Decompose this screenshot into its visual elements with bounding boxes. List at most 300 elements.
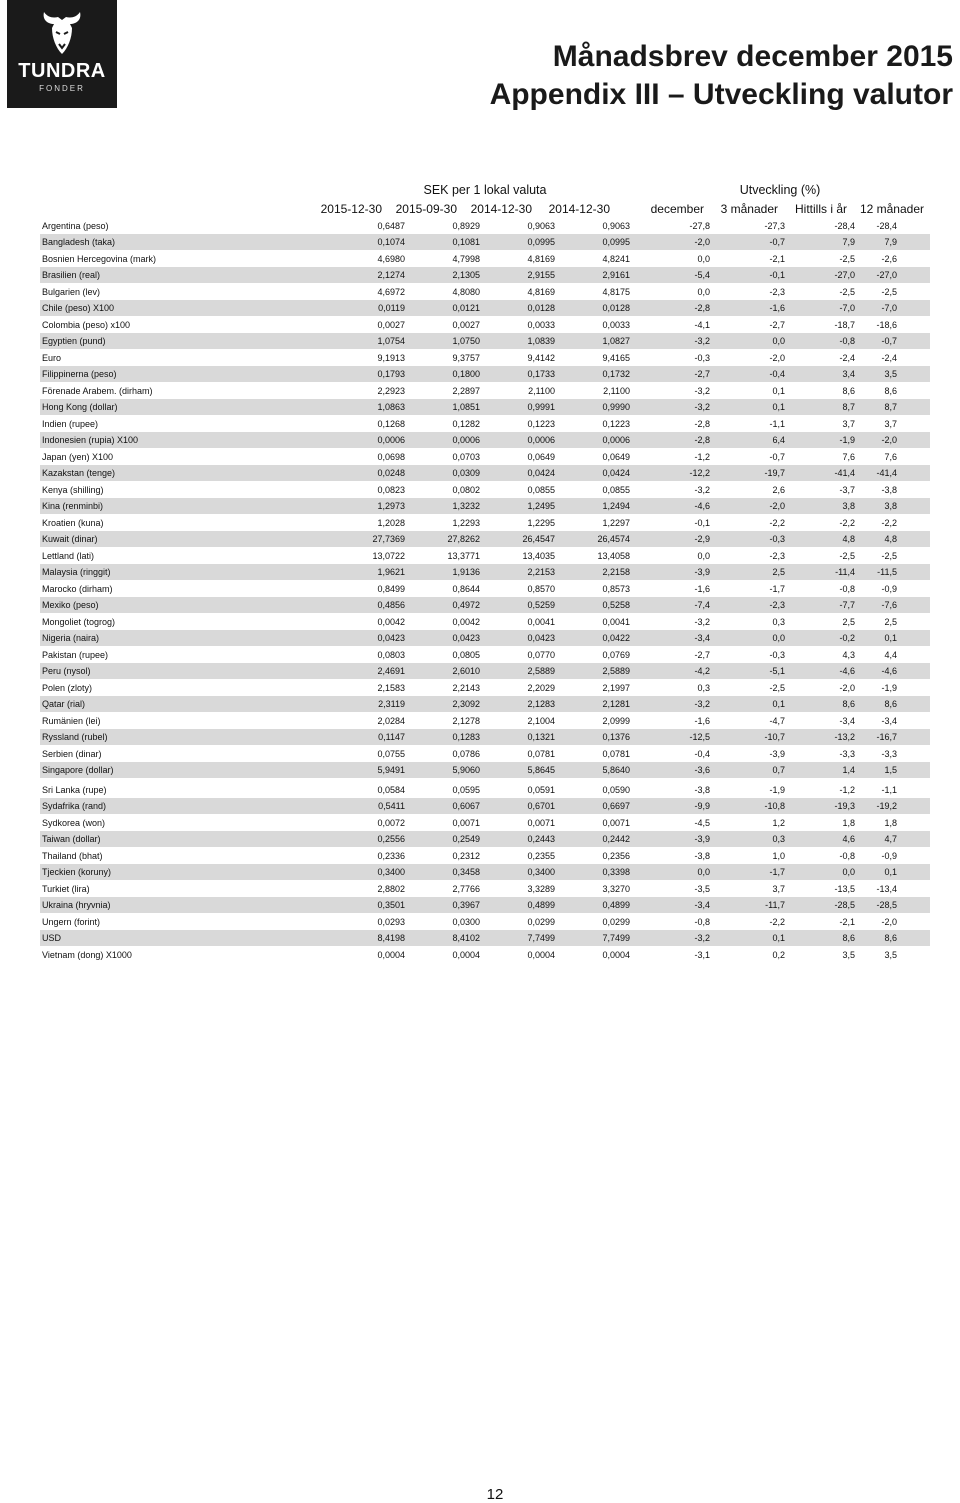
table-cell: -7,0 bbox=[881, 303, 897, 313]
table-cell: -2,3 bbox=[769, 600, 785, 610]
table-cell: -3,4 bbox=[881, 716, 897, 726]
table-cell: 7,6 bbox=[884, 452, 897, 462]
table-cell: -28,4 bbox=[834, 221, 855, 231]
table-cell: 8,6 bbox=[884, 699, 897, 709]
table-cell: 2,2143 bbox=[452, 683, 480, 693]
table-cell: 0,3501 bbox=[377, 900, 405, 910]
currency-name: Malaysia (ringgit) bbox=[42, 567, 111, 577]
table-cell: 4,8169 bbox=[527, 254, 555, 264]
table-cell: 4,7 bbox=[884, 834, 897, 844]
table-cell: 0,0823 bbox=[377, 485, 405, 495]
table-cell: -9,9 bbox=[694, 801, 710, 811]
table-cell: -1,6 bbox=[694, 584, 710, 594]
table-cell: 26,4574 bbox=[597, 534, 630, 544]
table-cell: 7,9 bbox=[842, 237, 855, 247]
table-cell: 2,5889 bbox=[527, 666, 555, 676]
table-cell: -0,7 bbox=[769, 452, 785, 462]
currency-name: Argentina (peso) bbox=[42, 221, 109, 231]
table-cell: -5,4 bbox=[694, 270, 710, 280]
table-cell: -2,0 bbox=[769, 353, 785, 363]
table-cell: 1,0863 bbox=[377, 402, 405, 412]
table-row bbox=[40, 465, 930, 481]
currency-name: Serbien (dinar) bbox=[42, 749, 102, 759]
table-cell: 2,5 bbox=[842, 617, 855, 627]
table-row bbox=[40, 647, 930, 663]
currency-name: Qatar (rial) bbox=[42, 699, 86, 709]
table-cell: -2,8 bbox=[694, 303, 710, 313]
table-cell: 27,8262 bbox=[447, 534, 480, 544]
table-cell: 3,4 bbox=[842, 369, 855, 379]
table-cell: -4,6 bbox=[881, 666, 897, 676]
table-cell: 1,2297 bbox=[602, 518, 630, 528]
table-cell: 1,5 bbox=[884, 765, 897, 775]
column-header: december bbox=[650, 202, 704, 216]
table-cell: 0,0 bbox=[697, 867, 710, 877]
table-cell: -12,5 bbox=[689, 732, 710, 742]
table-cell: 1,4 bbox=[842, 765, 855, 775]
table-row bbox=[40, 482, 930, 498]
table-row bbox=[40, 416, 930, 432]
table-row bbox=[40, 729, 930, 745]
table-cell: -2,2 bbox=[769, 917, 785, 927]
table-cell: 1,0851 bbox=[452, 402, 480, 412]
table-cell: -0,8 bbox=[839, 336, 855, 346]
currency-name: Mexiko (peso) bbox=[42, 600, 99, 610]
table-cell: 0,1 bbox=[772, 933, 785, 943]
table-cell: -3,2 bbox=[694, 402, 710, 412]
table-cell: 1,2295 bbox=[527, 518, 555, 528]
table-cell: -3,2 bbox=[694, 336, 710, 346]
table-cell: -5,1 bbox=[769, 666, 785, 676]
table-row bbox=[40, 548, 930, 564]
table-row bbox=[40, 746, 930, 762]
table-cell: 0,1732 bbox=[602, 369, 630, 379]
table-cell: 0,0004 bbox=[527, 950, 555, 960]
table-cell: 0,0770 bbox=[527, 650, 555, 660]
table-cell: 0,0033 bbox=[527, 320, 555, 330]
table-cell: 7,6 bbox=[842, 452, 855, 462]
table-cell: 1,2494 bbox=[602, 501, 630, 511]
table-cell: 0,3400 bbox=[377, 867, 405, 877]
currency-name: Colombia (peso) x100 bbox=[42, 320, 131, 330]
table-cell: 0,2312 bbox=[452, 851, 480, 861]
table-cell: 0,0004 bbox=[602, 950, 630, 960]
table-cell: 0,3398 bbox=[602, 867, 630, 877]
table-cell: 0,1321 bbox=[527, 732, 555, 742]
table-row bbox=[40, 848, 930, 864]
table-row bbox=[40, 234, 930, 250]
table-cell: -13,2 bbox=[834, 732, 855, 742]
currency-name: Thailand (bhat) bbox=[42, 851, 103, 861]
table-cell: 2,9155 bbox=[527, 270, 555, 280]
table-cell: -2,5 bbox=[769, 683, 785, 693]
table-cell: 0,6067 bbox=[452, 801, 480, 811]
table-cell: 0,0071 bbox=[527, 818, 555, 828]
currency-name: Sydkorea (won) bbox=[42, 818, 106, 828]
table-cell: 2,0284 bbox=[377, 716, 405, 726]
table-cell: -0,3 bbox=[769, 650, 785, 660]
logo-subtitle: FONDER bbox=[39, 84, 85, 93]
table-cell: 0,0649 bbox=[527, 452, 555, 462]
table-cell: 0,6697 bbox=[602, 801, 630, 811]
table-row bbox=[40, 614, 930, 630]
table-cell: -3,2 bbox=[694, 933, 710, 943]
table-cell: 0,0128 bbox=[602, 303, 630, 313]
table-cell: 0,3458 bbox=[452, 867, 480, 877]
currency-name: Tjeckien (koruny) bbox=[42, 867, 112, 877]
currency-name: Indonesien (rupia) X100 bbox=[42, 435, 139, 445]
table-cell: -7,7 bbox=[839, 600, 855, 610]
table-cell: -19,7 bbox=[764, 468, 785, 478]
table-cell: 2,2029 bbox=[527, 683, 555, 693]
table-cell: -4,7 bbox=[769, 716, 785, 726]
table-cell: 0,0299 bbox=[602, 917, 630, 927]
table-cell: 2,6010 bbox=[452, 666, 480, 676]
table-cell: -0,1 bbox=[694, 518, 710, 528]
table-cell: -3,9 bbox=[694, 567, 710, 577]
table-cell: 4,4 bbox=[884, 650, 897, 660]
table-cell: -10,8 bbox=[764, 801, 785, 811]
table-cell: 0,4899 bbox=[527, 900, 555, 910]
table-cell: 0,0422 bbox=[602, 633, 630, 643]
table-cell: -7,4 bbox=[694, 600, 710, 610]
currency-name: Sri Lanka (rupe) bbox=[42, 785, 107, 795]
currency-name: Marocko (dirham) bbox=[42, 584, 113, 594]
currency-name: Nigeria (naira) bbox=[42, 633, 100, 643]
table-cell: -3,4 bbox=[694, 900, 710, 910]
table-row bbox=[40, 680, 930, 696]
table-cell: -2,6 bbox=[881, 254, 897, 264]
table-cell: 0,2443 bbox=[527, 834, 555, 844]
table-cell: 0,0698 bbox=[377, 452, 405, 462]
table-cell: -4,6 bbox=[839, 666, 855, 676]
table-cell: -3,2 bbox=[694, 386, 710, 396]
currency-name: Filippinerna (peso) bbox=[42, 369, 117, 379]
table-cell: 8,6 bbox=[842, 699, 855, 709]
currency-name: Indien (rupee) bbox=[42, 419, 99, 429]
table-cell: 0,0781 bbox=[527, 749, 555, 759]
table-row bbox=[40, 218, 930, 234]
table-cell: 0,6487 bbox=[377, 221, 405, 231]
table-cell: 1,0839 bbox=[527, 336, 555, 346]
table-cell: 9,4165 bbox=[602, 353, 630, 363]
table-cell: 0,0584 bbox=[377, 785, 405, 795]
table-row bbox=[40, 782, 930, 798]
table-row bbox=[40, 597, 930, 613]
currency-name: Kina (renminbi) bbox=[42, 501, 104, 511]
table-row bbox=[40, 798, 930, 814]
table-cell: -0,9 bbox=[881, 851, 897, 861]
column-header: 2014-12-30 bbox=[548, 202, 610, 216]
table-cell: 1,2 bbox=[772, 818, 785, 828]
group-header-development: Utveckling (%) bbox=[739, 183, 821, 197]
table-cell: -2,5 bbox=[881, 551, 897, 561]
table-cell: 0,0309 bbox=[452, 468, 480, 478]
table-cell: 0,3967 bbox=[452, 900, 480, 910]
table-cell: 1,8 bbox=[842, 818, 855, 828]
table-cell: 0,2355 bbox=[527, 851, 555, 861]
table-cell: -12,2 bbox=[689, 468, 710, 478]
table-row bbox=[40, 284, 930, 300]
table-cell: -1,9 bbox=[839, 435, 855, 445]
table-cell: 0,0071 bbox=[452, 818, 480, 828]
table-cell: 2,3092 bbox=[452, 699, 480, 709]
table-cell: 9,4142 bbox=[527, 353, 555, 363]
currency-name: Vietnam (dong) X1000 bbox=[42, 950, 132, 960]
table-cell: -11,4 bbox=[835, 567, 855, 577]
table-cell: 0,0006 bbox=[602, 435, 630, 445]
table-cell: 1,0827 bbox=[602, 336, 630, 346]
table-cell: 0,1 bbox=[772, 699, 785, 709]
table-cell: 0,1268 bbox=[377, 419, 405, 429]
table-cell: 8,6 bbox=[842, 933, 855, 943]
table-cell: -0,4 bbox=[769, 369, 785, 379]
table-row bbox=[40, 914, 930, 930]
table-cell: -28,5 bbox=[834, 900, 855, 910]
table-cell: 13,3771 bbox=[447, 551, 480, 561]
group-header-sek: SEK per 1 lokal valuta bbox=[423, 183, 547, 197]
table-cell: 0,0299 bbox=[527, 917, 555, 927]
table-cell: 8,6 bbox=[884, 933, 897, 943]
table-cell: 0,0042 bbox=[452, 617, 480, 627]
table-cell: 3,8 bbox=[842, 501, 855, 511]
table-cell: -7,6 bbox=[881, 600, 897, 610]
table-cell: 0,0995 bbox=[527, 237, 555, 247]
table-cell: -2,2 bbox=[769, 518, 785, 528]
table-cell: -0,8 bbox=[694, 917, 710, 927]
currency-name: Egyptien (pund) bbox=[42, 336, 106, 346]
table-cell: 0,1147 bbox=[378, 732, 405, 742]
table-cell: 1,9621 bbox=[377, 567, 405, 577]
table-cell: 0,1733 bbox=[527, 369, 555, 379]
table-row bbox=[40, 251, 930, 267]
table-cell: -2,0 bbox=[839, 683, 855, 693]
table-cell: -2,7 bbox=[769, 320, 785, 330]
table-cell: 7,7499 bbox=[527, 933, 555, 943]
table-cell: -27,0 bbox=[876, 270, 897, 280]
column-header: 2014-12-30 bbox=[470, 202, 532, 216]
table-cell: 0,1283 bbox=[452, 732, 480, 742]
table-cell: 2,0999 bbox=[602, 716, 630, 726]
table-cell: 2,5 bbox=[772, 567, 785, 577]
table-cell: 0,7 bbox=[772, 765, 785, 775]
column-header: Hittills i år bbox=[794, 202, 847, 216]
currency-name: Brasilien (real) bbox=[42, 270, 101, 280]
table-cell: -0,7 bbox=[881, 336, 897, 346]
table-cell: 2,2153 bbox=[527, 567, 555, 577]
table-cell: 0,0121 bbox=[452, 303, 480, 313]
table-cell: 0,2442 bbox=[602, 834, 630, 844]
table-cell: 9,1913 bbox=[377, 353, 405, 363]
table-cell: 1,3232 bbox=[452, 501, 480, 511]
table-cell: -41,4 bbox=[834, 468, 855, 478]
table-cell: -16,7 bbox=[876, 732, 897, 742]
table-cell: 0,0423 bbox=[527, 633, 555, 643]
table-cell: -1,9 bbox=[769, 785, 785, 795]
table-cell: -3,2 bbox=[694, 699, 710, 709]
tundra-logo bbox=[7, 0, 117, 108]
currency-name: Kuwait (dinar) bbox=[42, 534, 98, 544]
table-cell: -1,6 bbox=[694, 716, 710, 726]
table-cell: 2,1281 bbox=[602, 699, 630, 709]
table-cell: 0,8570 bbox=[527, 584, 555, 594]
table-cell: 2,1100 bbox=[603, 386, 630, 396]
table-row bbox=[40, 831, 930, 847]
table-cell: -3,9 bbox=[694, 834, 710, 844]
table-cell: 3,5 bbox=[884, 950, 897, 960]
table-cell: 0,0590 bbox=[602, 785, 630, 795]
table-row bbox=[40, 432, 930, 448]
table-cell: 4,6 bbox=[842, 834, 855, 844]
table-cell: -0,2 bbox=[839, 633, 855, 643]
table-cell: -0,7 bbox=[769, 237, 785, 247]
currency-name: Japan (yen) X100 bbox=[42, 452, 114, 462]
table-cell: 0,1282 bbox=[452, 419, 480, 429]
logo-name: TUNDRA bbox=[18, 60, 106, 82]
table-cell: 0,6701 bbox=[527, 801, 555, 811]
table-cell: -0,9 bbox=[881, 584, 897, 594]
table-cell: 0,1793 bbox=[377, 369, 405, 379]
currency-name: Peru (nysol) bbox=[42, 666, 91, 676]
table-row bbox=[40, 531, 930, 547]
table-cell: -0,8 bbox=[839, 851, 855, 861]
table-cell: -0,3 bbox=[769, 534, 785, 544]
table-cell: 5,8645 bbox=[527, 765, 555, 775]
currency-name: Polen (zloty) bbox=[42, 683, 93, 693]
currency-name: Ukraina (hryvnia) bbox=[42, 900, 111, 910]
table-cell: -2,5 bbox=[839, 551, 855, 561]
table-cell: 0,1 bbox=[884, 867, 897, 877]
table-cell: 2,1278 bbox=[452, 716, 480, 726]
currency-name: Kroatien (kuna) bbox=[42, 518, 104, 528]
table-cell: -4,1 bbox=[694, 320, 710, 330]
table-cell: -2,3 bbox=[769, 551, 785, 561]
table-cell: 8,7 bbox=[842, 402, 855, 412]
table-cell: -2,5 bbox=[839, 287, 855, 297]
currency-name: Bosnien Hercegovina (mark) bbox=[42, 254, 157, 264]
table-cell: 5,8640 bbox=[602, 765, 630, 775]
currency-name: Pakistan (rupee) bbox=[42, 650, 109, 660]
table-cell: 4,8 bbox=[842, 534, 855, 544]
table-cell: 4,8169 bbox=[527, 287, 555, 297]
table-cell: 0,0591 bbox=[527, 785, 555, 795]
table-cell: -27,3 bbox=[764, 221, 785, 231]
table-cell: -1,2 bbox=[694, 452, 710, 462]
currency-name: Turkiet (lira) bbox=[42, 884, 90, 894]
table-cell: 13,0722 bbox=[372, 551, 405, 561]
table-cell: 0,0 bbox=[772, 633, 785, 643]
table-cell: 13,4058 bbox=[597, 551, 630, 561]
table-cell: 0,0071 bbox=[602, 818, 630, 828]
table-cell: -3,8 bbox=[694, 785, 710, 795]
table-cell: 1,2495 bbox=[527, 501, 555, 511]
table-cell: -1,7 bbox=[769, 867, 785, 877]
table-row bbox=[40, 947, 930, 963]
table-cell: 0,0424 bbox=[527, 468, 555, 478]
table-cell: 0,0703 bbox=[452, 452, 480, 462]
table-cell: -0,3 bbox=[694, 353, 710, 363]
table-cell: 1,9136 bbox=[452, 567, 480, 577]
table-cell: 0,0 bbox=[697, 551, 710, 561]
table-cell: -4,2 bbox=[694, 666, 710, 676]
table-cell: 3,7 bbox=[842, 419, 855, 429]
table-cell: 0,0855 bbox=[527, 485, 555, 495]
table-cell: -11,7 bbox=[765, 900, 785, 910]
table-cell: 0,1081 bbox=[452, 237, 480, 247]
table-cell: 0,8573 bbox=[602, 584, 630, 594]
table-cell: 0,0006 bbox=[377, 435, 405, 445]
table-row bbox=[40, 815, 930, 831]
table-cell: 0,0042 bbox=[377, 617, 405, 627]
table-cell: 0,5258 bbox=[602, 600, 630, 610]
table-cell: 0,0004 bbox=[452, 950, 480, 960]
table-cell: -2,0 bbox=[694, 237, 710, 247]
table-cell: 4,7998 bbox=[452, 254, 480, 264]
table-cell: -3,5 bbox=[694, 884, 710, 894]
table-cell: 2,1305 bbox=[452, 270, 480, 280]
table-row bbox=[40, 630, 930, 646]
table-cell: 0,0803 bbox=[377, 650, 405, 660]
table-cell: 0,0649 bbox=[602, 452, 630, 462]
table-cell: 27,7369 bbox=[372, 534, 405, 544]
table-row bbox=[40, 881, 930, 897]
table-row bbox=[40, 399, 930, 415]
table-cell: 2,1274 bbox=[377, 270, 405, 280]
table-cell: 0,8929 bbox=[452, 221, 480, 231]
table-cell: 0,2556 bbox=[377, 834, 405, 844]
table-cell: 0,0072 bbox=[377, 818, 405, 828]
table-cell: 1,0754 bbox=[377, 336, 405, 346]
table-cell: 3,7 bbox=[772, 884, 785, 894]
column-header: 3 månader bbox=[720, 202, 778, 216]
table-cell: 4,8080 bbox=[452, 287, 480, 297]
table-cell: 0,0300 bbox=[452, 917, 480, 927]
table-cell: 0,0995 bbox=[602, 237, 630, 247]
table-row bbox=[40, 762, 930, 778]
table-cell: 6,4 bbox=[772, 435, 785, 445]
currency-name: Lettland (lati) bbox=[42, 551, 95, 561]
table-cell: 3,8 bbox=[884, 501, 897, 511]
table-cell: -13,4 bbox=[876, 884, 897, 894]
table-cell: 4,8175 bbox=[602, 287, 630, 297]
table-cell: -18,6 bbox=[876, 320, 897, 330]
currency-name: Ungern (forint) bbox=[42, 917, 101, 927]
table-cell: 0,0128 bbox=[527, 303, 555, 313]
table-cell: -3,9 bbox=[769, 749, 785, 759]
table-cell: -27,8 bbox=[689, 221, 710, 231]
table-cell: 1,0 bbox=[772, 851, 785, 861]
table-cell: 0,0041 bbox=[527, 617, 555, 627]
table-cell: -2,2 bbox=[839, 518, 855, 528]
table-row bbox=[40, 864, 930, 880]
currency-name: Kenya (shilling) bbox=[42, 485, 104, 495]
table-cell: 0,1800 bbox=[452, 369, 480, 379]
table-cell: 0,0248 bbox=[377, 468, 405, 478]
table-row bbox=[40, 317, 930, 333]
table-cell: -4,6 bbox=[694, 501, 710, 511]
table-cell: 0,4972 bbox=[452, 600, 480, 610]
table-cell: 0,5411 bbox=[378, 801, 405, 811]
table-cell: 0,8499 bbox=[377, 584, 405, 594]
table-cell: 7,7499 bbox=[602, 933, 630, 943]
table-cell: -7,0 bbox=[839, 303, 855, 313]
table-cell: 0,1 bbox=[772, 386, 785, 396]
table-cell: 2,5 bbox=[884, 617, 897, 627]
document-title: Månadsbrev december 2015 bbox=[552, 40, 953, 73]
table-cell: 4,8 bbox=[884, 534, 897, 544]
table-cell: 0,0006 bbox=[527, 435, 555, 445]
table-cell: 2,1283 bbox=[527, 699, 555, 709]
